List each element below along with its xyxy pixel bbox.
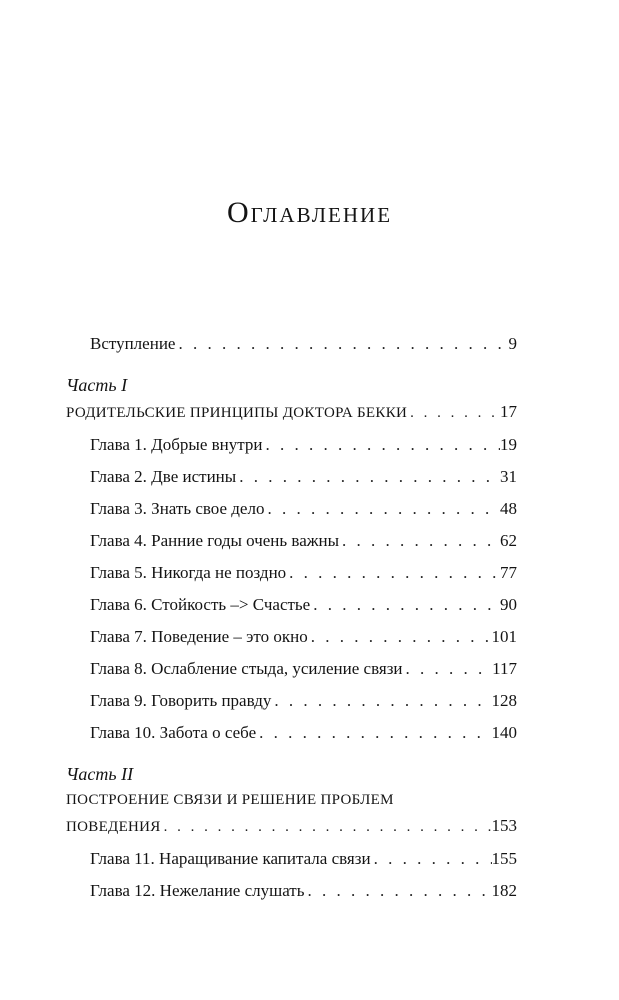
toc-entry-page: 31: [500, 467, 517, 486]
toc-entry-label: Глава 5. Никогда не поздно: [90, 563, 287, 582]
page-title: Оглавление: [226, 196, 393, 229]
toc-entry-page: 117: [492, 659, 517, 678]
toc-entry-label: Вступление: [90, 334, 176, 353]
toc-leader-dots: [271, 691, 491, 711]
toc-entry-label: Глава 7. Поведение – это окно: [90, 627, 308, 646]
part-label: Часть I: [66, 375, 128, 395]
toc-leader-dots: [308, 627, 492, 647]
toc-entry-chapter[interactable]: [90, 691, 517, 711]
toc-leader-dots: [175, 334, 508, 354]
toc-entry-chapter[interactable]: [90, 531, 517, 551]
toc-leader-dots: [310, 595, 500, 615]
toc-entry-chapter[interactable]: [90, 881, 517, 901]
toc-leader-dots: [403, 659, 493, 679]
toc-leader-dots: [263, 435, 501, 455]
toc-entry-page: 153: [491, 816, 517, 835]
toc-leader-dots: [407, 405, 500, 422]
toc-entry-chapter[interactable]: [90, 467, 517, 487]
toc-entry-chapter[interactable]: [90, 435, 517, 455]
toc-entry-page: 62: [500, 531, 517, 550]
part-heading: РОДИТЕЛЬСКИЕ ПРИНЦИПЫ ДОКТОРА БЕККИ: [66, 405, 408, 421]
toc-entry-label: Глава 10. Забота о себе: [90, 723, 257, 742]
toc-entry-intro[interactable]: [90, 334, 517, 354]
toc-leader-dots: [305, 881, 492, 901]
toc-entry-part2[interactable]: [66, 816, 517, 836]
toc-leader-dots: [371, 849, 492, 869]
toc-entry-label: Глава 3. Знать свое дело: [90, 499, 265, 518]
toc-entry-page: 101: [491, 627, 517, 646]
toc-entry-page: 9: [508, 334, 517, 353]
toc-entry-chapter[interactable]: [90, 723, 517, 743]
toc-entry-page: 182: [491, 881, 517, 900]
toc-leader-dots: [161, 819, 492, 836]
toc-leader-dots: [339, 531, 500, 551]
toc-entry-page: 140: [491, 723, 517, 742]
toc-entry-label: Глава 1. Добрые внутри: [90, 435, 263, 454]
toc-entry-label: Глава 6. Стойкость –> Счастье: [90, 595, 311, 614]
toc-entry-page: 128: [491, 691, 517, 710]
toc-entry-label: Глава 8. Ослабление стыда, усиление связи: [90, 659, 403, 678]
toc-entry-label: Глава 11. Наращивание капитала связи: [90, 849, 371, 868]
toc-entry-page: 17: [500, 402, 517, 421]
toc-leader-dots: [286, 563, 500, 583]
toc-entry-chapter[interactable]: [90, 499, 517, 519]
toc-leader-dots: [264, 499, 500, 519]
part-label: Часть II: [66, 764, 134, 784]
toc-entry-chapter[interactable]: [90, 595, 517, 615]
toc-entry-page: 155: [491, 849, 517, 868]
toc-entry-chapter[interactable]: [90, 849, 517, 869]
toc-entry-label: Глава 4. Ранние годы очень важны: [90, 531, 340, 550]
toc-entry-label: Глава 2. Две истины: [90, 467, 237, 486]
toc-entry-page: 19: [500, 435, 517, 454]
toc-entry-page: 77: [500, 563, 517, 582]
toc-entry-chapter[interactable]: [90, 627, 517, 647]
toc-entry-label: Глава 9. Говорить правду: [90, 691, 272, 710]
toc-entry-chapter[interactable]: [90, 659, 517, 679]
toc-entry-chapter[interactable]: [90, 563, 517, 583]
toc-entry-page: 48: [500, 499, 517, 518]
part-heading: ПОСТРОЕНИЕ СВЯЗИ И РЕШЕНИЕ ПРОБЛЕМ: [66, 792, 394, 808]
toc-entry-part1[interactable]: [66, 402, 517, 422]
part-heading: ПОВЕДЕНИЯ: [66, 819, 161, 835]
toc-leader-dots: [236, 467, 500, 487]
toc-entry-label: Глава 12. Нежелание слушать: [90, 881, 305, 900]
toc-entry-page: 90: [500, 595, 517, 614]
toc-leader-dots: [256, 723, 491, 743]
